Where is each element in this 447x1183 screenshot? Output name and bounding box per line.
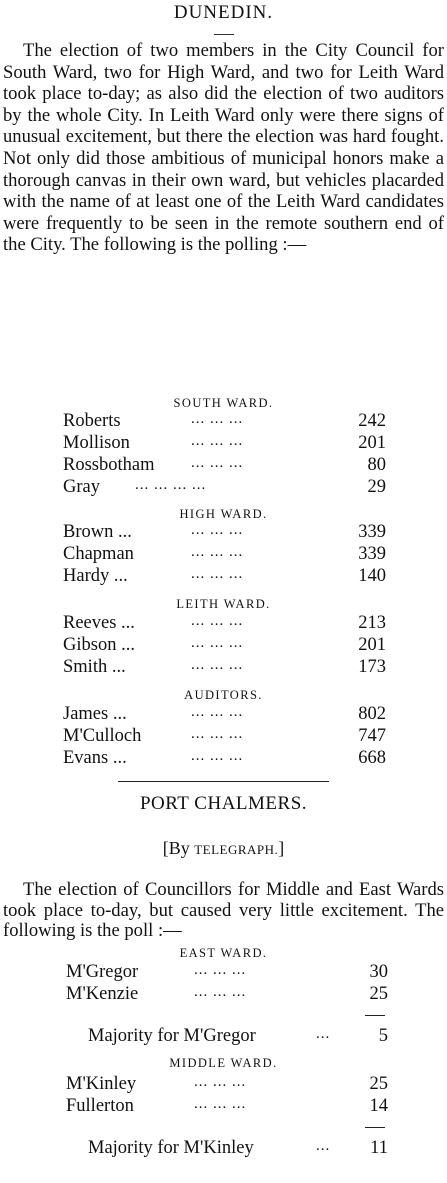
leader-dots: ... ... ... xyxy=(191,566,244,582)
candidate-name: Mollison xyxy=(63,433,130,453)
vote-count: 201 xyxy=(358,433,386,453)
leader-dots: ... ... ... xyxy=(191,411,244,427)
vote-count: 213 xyxy=(358,613,386,633)
candidate-name: Brown ... xyxy=(63,522,132,542)
candidate-name: Gibson ... xyxy=(63,635,135,655)
sum-rule xyxy=(365,1015,385,1016)
leader-dots: ... ... ... xyxy=(191,455,244,471)
candidate-name: M'Kenzie xyxy=(66,984,139,1004)
port-chalmers-heading: PORT CHALMERS. xyxy=(139,793,308,814)
candidate-name: Reeves ... xyxy=(63,613,135,633)
telegraph-dateline xyxy=(0,838,447,859)
vote-count: 242 xyxy=(358,411,386,431)
candidate-name: Gray xyxy=(63,477,100,497)
vote-count: 25 xyxy=(369,984,388,1004)
vote-count: 668 xyxy=(358,748,386,768)
vote-count: 140 xyxy=(358,566,386,586)
telegraph-prefix: [By xyxy=(162,838,195,858)
candidate-name: M'Kinley xyxy=(66,1074,137,1094)
vote-count: 339 xyxy=(358,544,386,564)
candidate-name: Hardy ... xyxy=(63,566,128,586)
vote-count: 747 xyxy=(358,726,386,746)
vote-count: 802 xyxy=(358,704,386,724)
candidate-name: M'Gregor xyxy=(66,962,139,982)
candidate-name: Roberts xyxy=(63,411,121,431)
section-title-middle-ward: MIDDLE WARD. xyxy=(169,1056,278,1070)
section-title-leith-ward: LEITH WARD. xyxy=(176,597,271,611)
section-title-high-ward: HIGH WARD. xyxy=(179,507,268,521)
vote-count: 30 xyxy=(369,962,388,982)
telegraph-suffix: ] xyxy=(278,838,285,858)
candidate-name: Smith ... xyxy=(63,657,126,677)
majority-label: Majority for M'Kinley xyxy=(88,1138,254,1158)
vote-count: 339 xyxy=(358,522,386,542)
leader-dots: ... ... ... xyxy=(194,962,247,978)
leader-dots: ... ... ... xyxy=(191,748,244,764)
leader-dots: ... ... ... xyxy=(191,635,244,651)
section-title-south-ward: SOUTH WARD. xyxy=(173,396,274,410)
section-title-east-ward: EAST WARD. xyxy=(179,946,268,960)
vote-count: 14 xyxy=(369,1096,388,1116)
vote-count: 80 xyxy=(367,455,386,475)
candidate-name: Rossbotham xyxy=(63,455,155,475)
telegraph-word: TELEGRAPH. xyxy=(194,842,279,857)
section-divider xyxy=(118,781,329,782)
candidate-name: Evans ... xyxy=(63,748,127,768)
leader-dots: ... ... ... xyxy=(191,433,244,449)
vote-count: 25 xyxy=(369,1074,388,1094)
leader-dots: ... ... ... xyxy=(194,1074,247,1090)
leader-dots: ... ... ... ... xyxy=(135,477,207,493)
leader-dots: ... ... ... xyxy=(191,544,244,560)
majority-value: 5 xyxy=(378,1026,388,1046)
leader-dots: ... ... ... xyxy=(191,657,244,673)
leader-dots: ... xyxy=(316,1026,331,1042)
candidate-name: James ... xyxy=(63,704,127,724)
candidate-name: Chapman xyxy=(63,544,134,564)
majority-value: 11 xyxy=(370,1138,388,1158)
candidate-name: Fullerton xyxy=(66,1096,134,1116)
leader-dots: ... ... ... xyxy=(194,984,247,1000)
port-chalmers-paragraph: The election of Councillors for Middle and East Wards took place to-day, but caused very little excitement. The following is the poll :— xyxy=(3,879,444,941)
section-title-auditors: AUDITORS. xyxy=(184,688,263,702)
sum-rule xyxy=(365,1127,385,1128)
leader-dots: ... ... ... xyxy=(191,613,244,629)
vote-count: 201 xyxy=(358,635,386,655)
heading-dash xyxy=(214,34,234,35)
leader-dots: ... ... ... xyxy=(191,704,244,720)
vote-count: 29 xyxy=(367,477,386,497)
majority-label: Majority for M'Gregor xyxy=(88,1026,256,1046)
leader-dots: ... ... ... xyxy=(191,726,244,742)
leader-dots: ... ... ... xyxy=(194,1096,247,1112)
candidate-name: M'Culloch xyxy=(63,726,142,746)
vote-count: 173 xyxy=(358,657,386,677)
dunedin-heading: DUNEDIN. xyxy=(173,2,274,23)
leader-dots: ... xyxy=(316,1138,331,1154)
leader-dots: ... ... ... xyxy=(191,522,244,538)
dunedin-paragraph: The election of two members in the City Council for South Ward, two for High Ward, and two for Leith Ward took place to-day; as also did the election of two auditors by the whole City. In Leith Ward only were there signs of unusual excitement, but there the election was hard fought. Not only did those ambitious of municipal honors make a thorough canvas in their own ward, but vehicles placarded with the name of at least one of the Leith Ward candidates were frequently to be seen in the remote southern end of the City. The following is the polling :— xyxy=(3,40,444,256)
